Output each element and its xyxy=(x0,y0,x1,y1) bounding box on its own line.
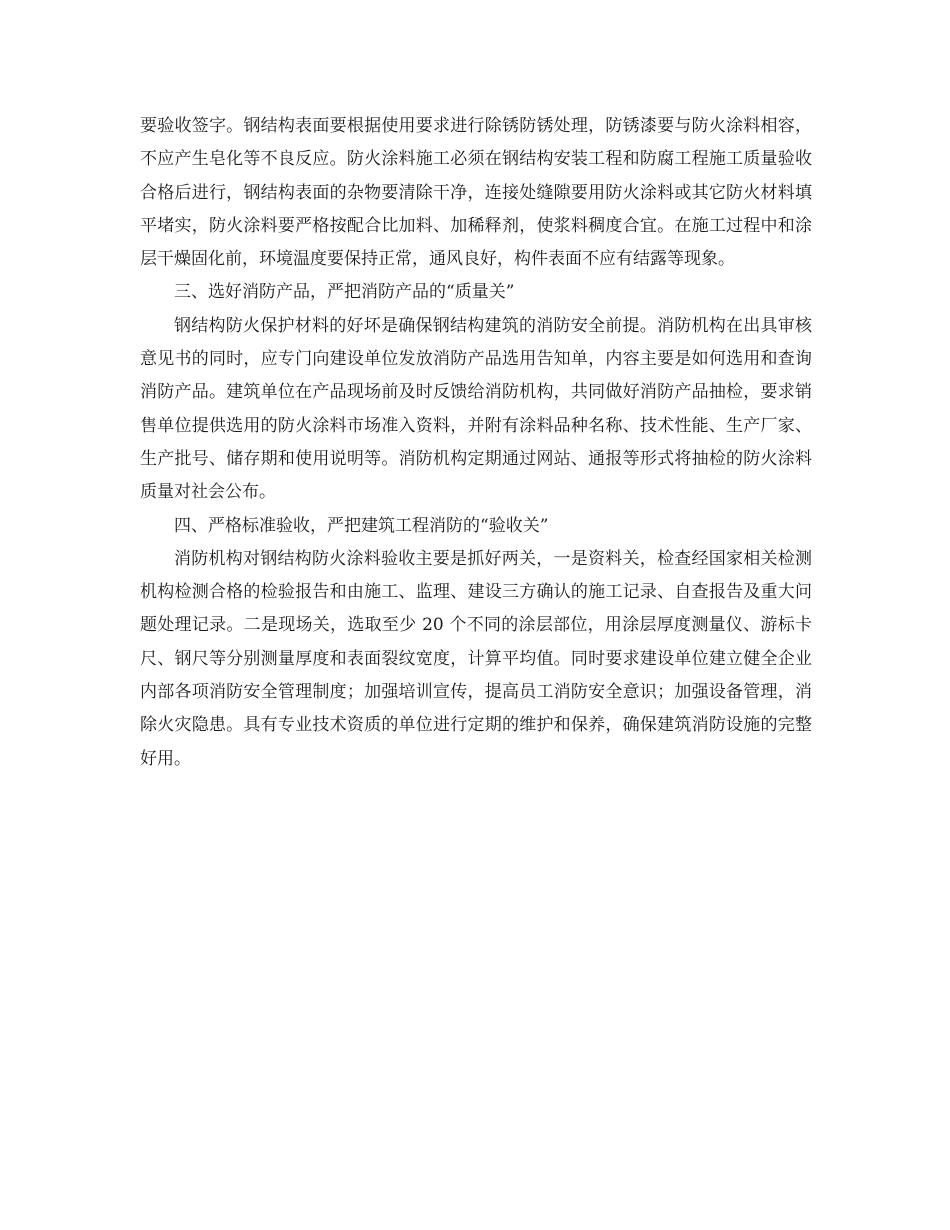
document-page xyxy=(140,110,812,776)
paragraph-product-quality: 钢结构防火保护材料的好坏是确保钢结构建筑的消防安全前提。消防机构在出具审核意见书的同时，应专门向建设单位发放消防产品选用告知单，内容主要是如何选用和查询消防产品。建筑单位在产品现场前及时反馈给消防机构，共同做好消防产品抽检，要求销售单位提供选用的防火涂料市场准入资料，并附有涂料品种名称、技术性能、生产厂家、生产批号、储存期和使用说明等。消防机构定期通过网站、通报等形式将抽检的防火涂料质量对社会公布。 xyxy=(140,315,812,503)
section-heading-3: 三、选好消防产品，严把消防产品的“质量关” xyxy=(174,282,515,303)
paragraph-continuation: 要验收签字。钢结构表面要根据使用要求进行除锈防锈处理，防锈漆要与防火涂料相容，不应产生皂化等不良反应。防火涂料施工必须在钢结构安装工程和防腐工程施工质量验收合格后进行，钢结构表面的杂物要清除干净，连接处缝隙要用防火涂料或其它防火材料填平堵实，防火涂料要严格按配合比加料、加稀释剂，使浆料稠度合宜。在施工过程中和涂层干燥固化前，环境温度要保持正常，通风良好，构件表面不应有结露等现象。 xyxy=(140,116,812,270)
paragraph-acceptance: 消防机构对钢结构防火涂料验收主要是抓好两关，一是资料关，检查经国家相关检测机构检测合格的检验报告和由施工、监理、建设三方确认的施工记录、自查报告及重大问题处理记录。二是现场关，选取至少 20 个不同的涂层部位，用涂层厚度测量仪、游标卡尺、钢尺等分别测量厚度和表面裂纹宽度，计算平均值。同时要求建设单位建立健全企业内部各项消防安全管理制度；加强培训宣传，提高员工消防安全意识；加强设备管理，消除火灾隐患。具有专业技术资质的单位进行定期的维护和保养，确保建筑消防设施的完整好用。 xyxy=(140,548,812,769)
section-heading-4: 四、严格标准验收，严把建筑工程消防的“验收关” xyxy=(174,515,549,536)
